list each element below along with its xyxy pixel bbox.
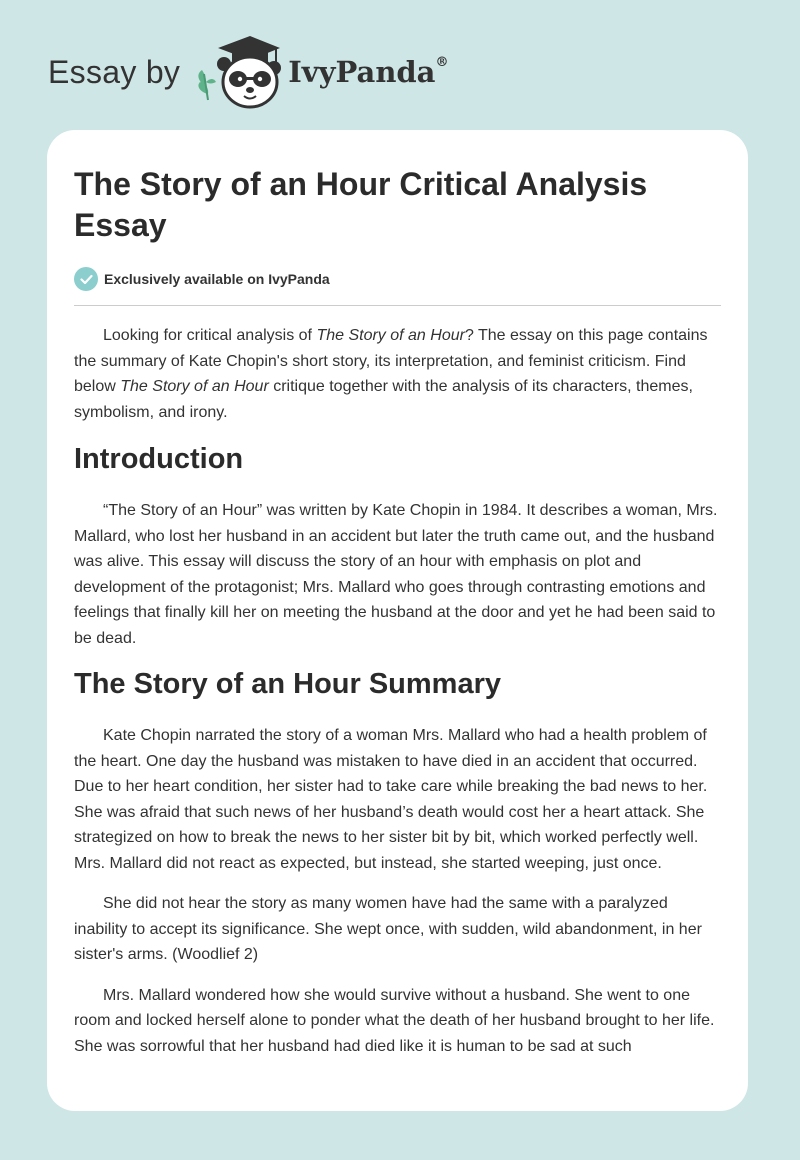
brand-name-text: IvyPanda [288,54,436,89]
intro-text-2: ? The essay on this page contains the summary of Kate Chopin's short story, its interpretation, and feminist criticism. Find below [74,327,708,395]
site-header [0,0,800,130]
exclusive-notice [74,267,721,306]
body-paragraph: “The Story of an Hour” was written by Kate Chopin in 1984. It describes a woman, Mrs. Mallard, who lost her husband in an accident but later the truth came out, and the husband was alive. This essay will discuss the story of an hour with emphasis on plot and development of the protagonist; Mrs. Mallard who goes through contrasting emotions and feelings that finally kill her on meeting the husband at the door and yet he had been said to be dead. [74,502,718,647]
body-paragraph: She did not hear the story as many women have had the same with a paralyzed inability to accept its significance. She wept once, with sudden, wild abandonment, in her sister's arms. (Woodlief 2) [74,895,702,963]
intro-text-3: critique together with the analysis of its characters, themes, symbolism, and irony. [74,378,693,421]
section-heading-summary: The Story of an Hour Summary [74,668,502,700]
exclusive-label: Exclusively available on IvyPanda [104,271,330,287]
intro-paragraph [74,323,721,425]
intro-italic-title-1: The Story of an Hour [316,327,465,344]
panda-logo-icon [190,34,282,110]
essay-card [47,130,748,1111]
body-paragraph: Mrs. Mallard wondered how she would survive without a husband. She went to one room and locked herself alone to ponder what the death of her husband brought to her life. She was sorrowful that her husband had died like it is human to be sad at such [74,986,715,1055]
brand-name [288,54,449,89]
brand-logo[interactable] [48,34,448,110]
page-title: The Story of an Hour Critical Analysis Essay [74,166,648,243]
intro-text-1: Looking for critical analysis of [103,327,317,344]
brand-prefix: Essay by [48,54,181,90]
registered-mark: ® [435,54,449,70]
body-paragraph: Kate Chopin narrated the story of a woman Mrs. Mallard who had a health problem of the heart. One day the husband was mistaken to have died in an accident that occurred. Due to her heart condition, her sister had to take care while breaking the bad news to her. She was afraid that such news of her husband’s death would cost her a heart attack. She strategized on how to break the news to her sister bit by bit, which worked perfectly well. Mrs. Mallard did not react as expected, but instead, she started weeping, just once. [74,727,708,872]
check-circle-icon [74,267,98,291]
intro-italic-title-2: The Story of an Hour [120,378,269,395]
section-heading-introduction: Introduction [74,443,244,475]
